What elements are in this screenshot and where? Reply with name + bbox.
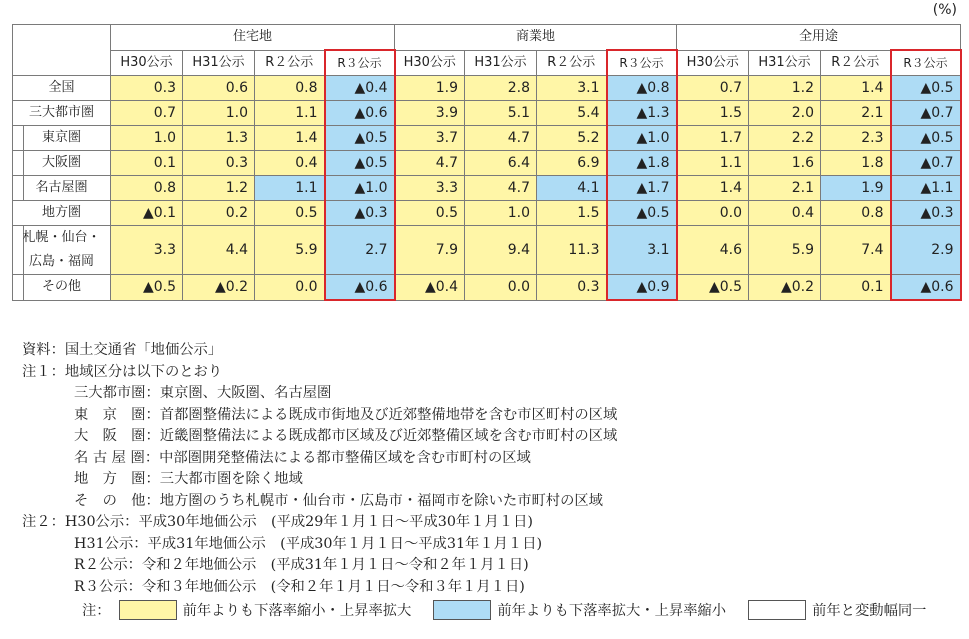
value-cell: 0.0 bbox=[255, 275, 325, 301]
value-cell: 0.4 bbox=[749, 201, 821, 226]
value-cell: 1.4 bbox=[677, 176, 749, 201]
value-cell: 1.1 bbox=[677, 151, 749, 176]
group-header-all: 全用途 bbox=[677, 25, 961, 51]
table-row bbox=[13, 201, 961, 226]
table-row bbox=[13, 126, 961, 151]
value-cell: 0.1 bbox=[821, 275, 891, 301]
value-cell: 3.7 bbox=[395, 126, 465, 151]
value-cell: ▲0.5 bbox=[677, 275, 749, 301]
value-cell: 1.4 bbox=[255, 126, 325, 151]
value-cell: 2.3 bbox=[821, 126, 891, 151]
value-cell: ▲0.4 bbox=[395, 275, 465, 301]
note-line: 地 方 圏：三大都市圏を除く地域 bbox=[74, 471, 303, 487]
value-cell: ▲1.7 bbox=[607, 176, 677, 201]
value-cell: 4.7 bbox=[465, 176, 537, 201]
value-cell: 0.0 bbox=[677, 201, 749, 226]
value-cell: 1.9 bbox=[821, 176, 891, 201]
value-cell: 1.9 bbox=[395, 76, 465, 101]
value-cell: 0.5 bbox=[255, 201, 325, 226]
table-row bbox=[13, 151, 961, 176]
value-cell: ▲0.5 bbox=[111, 275, 183, 301]
subheader-0-0: H30公示 bbox=[111, 50, 183, 76]
subheader-0-2: R２公示 bbox=[255, 50, 325, 76]
value-cell: 2.8 bbox=[465, 76, 537, 101]
corner-cell bbox=[13, 25, 111, 76]
subheader-0-1: H31公示 bbox=[183, 50, 255, 76]
value-cell: 1.6 bbox=[749, 151, 821, 176]
legend-swatch bbox=[433, 600, 491, 620]
value-cell: 1.1 bbox=[255, 101, 325, 126]
value-cell: ▲0.5 bbox=[325, 151, 395, 176]
value-cell: 11.3 bbox=[537, 226, 607, 275]
row-label: 地方圏 bbox=[13, 201, 111, 226]
note-line: 注２：H30公示：平成30年地価公示 (平成29年１月１日～平成30年１月１日) bbox=[22, 514, 533, 530]
value-cell: 1.8 bbox=[821, 151, 891, 176]
value-cell: 3.9 bbox=[395, 101, 465, 126]
value-cell: ▲0.6 bbox=[325, 101, 395, 126]
value-cell: ▲1.3 bbox=[607, 101, 677, 126]
value-cell: 3.1 bbox=[607, 226, 677, 275]
unit-label: (%) bbox=[932, 2, 957, 18]
value-cell: ▲0.8 bbox=[607, 76, 677, 101]
subheader-1-1: H31公示 bbox=[465, 50, 537, 76]
row-label: 三大都市圏 bbox=[13, 101, 111, 126]
value-cell: ▲0.7 bbox=[891, 101, 961, 126]
value-cell: 0.3 bbox=[111, 76, 183, 101]
note-line: 資料：国土交通省「地価公示」 bbox=[22, 342, 223, 358]
note-line: 三大都市圏：東京圏、大阪圏、名古屋圏 bbox=[74, 385, 332, 401]
value-cell: 1.0 bbox=[465, 201, 537, 226]
value-cell: 1.2 bbox=[183, 176, 255, 201]
legend-label: 前年よりも下落率拡大・上昇率縮小 bbox=[497, 603, 727, 619]
value-cell: ▲0.5 bbox=[607, 201, 677, 226]
value-cell: 0.8 bbox=[821, 201, 891, 226]
value-cell: ▲0.1 bbox=[111, 201, 183, 226]
value-cell: 1.2 bbox=[749, 76, 821, 101]
value-cell: 6.9 bbox=[537, 151, 607, 176]
value-cell: ▲0.2 bbox=[749, 275, 821, 301]
subheader-1-0: H30公示 bbox=[395, 50, 465, 76]
value-cell: 1.4 bbox=[821, 76, 891, 101]
value-cell: 0.7 bbox=[677, 76, 749, 101]
value-cell: 0.5 bbox=[395, 201, 465, 226]
value-cell: ▲0.3 bbox=[325, 201, 395, 226]
subheader-2-2: R２公示 bbox=[821, 50, 891, 76]
value-cell: ▲0.5 bbox=[891, 126, 961, 151]
value-cell: 1.1 bbox=[255, 176, 325, 201]
value-cell: 4.7 bbox=[395, 151, 465, 176]
value-cell: 1.0 bbox=[183, 101, 255, 126]
legend-label: 前年と変動幅同一 bbox=[812, 603, 927, 619]
row-label: 大阪圏 bbox=[13, 151, 111, 176]
note-line: R３公示：令和３年地価公示 (令和２年１月１日～令和３年１月１日) bbox=[74, 578, 525, 595]
value-cell: ▲0.5 bbox=[891, 76, 961, 101]
table-row bbox=[13, 226, 961, 275]
note-line: 名 古 屋 圏：中部圏開発整備法による都市整備区域を含む市町村の区域 bbox=[74, 449, 531, 466]
value-cell: 1.5 bbox=[537, 201, 607, 226]
legend-label: 前年よりも下落率縮小・上昇率拡大 bbox=[182, 603, 412, 619]
value-cell: 1.0 bbox=[111, 126, 183, 151]
value-cell: ▲0.6 bbox=[891, 275, 961, 301]
value-cell: 1.3 bbox=[183, 126, 255, 151]
value-cell: 0.2 bbox=[183, 201, 255, 226]
table-row bbox=[13, 76, 961, 101]
note-line: R２公示：令和２年地価公示 (平成31年１月１日～令和２年１月１日) bbox=[74, 557, 529, 573]
value-cell: 0.4 bbox=[255, 151, 325, 176]
subheader-1-2: R２公示 bbox=[537, 50, 607, 76]
value-cell: 0.7 bbox=[111, 101, 183, 126]
subheader-2-0: H30公示 bbox=[677, 50, 749, 76]
value-cell: 5.4 bbox=[537, 101, 607, 126]
note-line: H31公示：平成31年地価公示 (平成30年１月１日～平成31年１月１日) bbox=[74, 535, 543, 552]
row-label: 名古屋圏 bbox=[13, 176, 111, 201]
value-cell: ▲1.0 bbox=[325, 176, 395, 201]
table-row bbox=[13, 275, 961, 301]
value-cell: 4.6 bbox=[677, 226, 749, 275]
table-row bbox=[13, 101, 961, 126]
value-cell: 0.6 bbox=[183, 76, 255, 101]
value-cell: 1.5 bbox=[677, 101, 749, 126]
value-cell: 2.2 bbox=[749, 126, 821, 151]
subheader-1-3: R３公示 bbox=[607, 50, 677, 76]
value-cell: 5.2 bbox=[537, 126, 607, 151]
subheader-2-3: R３公示 bbox=[891, 50, 961, 76]
value-cell: 0.1 bbox=[111, 151, 183, 176]
value-cell: ▲1.1 bbox=[891, 176, 961, 201]
value-cell: 2.0 bbox=[749, 101, 821, 126]
value-cell: 0.0 bbox=[465, 275, 537, 301]
value-cell: 0.8 bbox=[255, 76, 325, 101]
subheader-0-3: R３公示 bbox=[325, 50, 395, 76]
group-header-commercial: 商業地 bbox=[395, 25, 677, 51]
land-price-table bbox=[12, 24, 962, 301]
value-cell: 5.1 bbox=[465, 101, 537, 126]
value-cell: 2.1 bbox=[821, 101, 891, 126]
note-line: 注１：地域区分は以下のとおり bbox=[22, 363, 223, 380]
value-cell: ▲0.5 bbox=[325, 126, 395, 151]
value-cell: 2.9 bbox=[891, 226, 961, 275]
legend-swatch bbox=[119, 600, 177, 620]
value-cell: 0.3 bbox=[183, 151, 255, 176]
value-cell: 3.3 bbox=[111, 226, 183, 275]
value-cell: 4.4 bbox=[183, 226, 255, 275]
value-cell: 5.9 bbox=[255, 226, 325, 275]
value-cell: ▲0.4 bbox=[325, 76, 395, 101]
value-cell: 0.8 bbox=[111, 176, 183, 201]
value-cell: ▲0.6 bbox=[325, 275, 395, 301]
table-row bbox=[13, 176, 961, 201]
legend-prefix: 注： bbox=[82, 603, 111, 619]
row-label: 札幌・仙台・ 広島・福岡 bbox=[13, 226, 111, 275]
value-cell: 9.4 bbox=[465, 226, 537, 275]
value-cell: 5.9 bbox=[749, 226, 821, 275]
value-cell: 1.7 bbox=[677, 126, 749, 151]
value-cell: 2.7 bbox=[325, 226, 395, 275]
note-line: 大 阪 圏：近畿圏整備法による既成都市区域及び近郊整備区域を含む市町村の区域 bbox=[74, 428, 618, 444]
value-cell: ▲1.0 bbox=[607, 126, 677, 151]
value-cell: ▲1.8 bbox=[607, 151, 677, 176]
row-label: その他 bbox=[13, 275, 111, 301]
group-header-residential: 住宅地 bbox=[111, 25, 395, 51]
value-cell: 2.1 bbox=[749, 176, 821, 201]
value-cell: 0.3 bbox=[537, 275, 607, 301]
legend bbox=[82, 600, 926, 620]
value-cell: 3.3 bbox=[395, 176, 465, 201]
value-cell: ▲0.7 bbox=[891, 151, 961, 176]
value-cell: 3.1 bbox=[537, 76, 607, 101]
subheader-2-1: H31公示 bbox=[749, 50, 821, 76]
value-cell: ▲0.3 bbox=[891, 201, 961, 226]
value-cell: ▲0.2 bbox=[183, 275, 255, 301]
value-cell: 4.1 bbox=[537, 176, 607, 201]
note-line: 東 京 圏：首都圏整備法による既成市街地及び近郊整備地帯を含む市区町村の区域 bbox=[74, 406, 618, 423]
notes bbox=[22, 340, 617, 598]
note-line: そ の 他：地方圏のうち札幌市・仙台市・広島市・福岡市を除いた市町村の区域 bbox=[74, 492, 603, 509]
legend-swatch bbox=[748, 600, 806, 620]
value-cell: 4.7 bbox=[465, 126, 537, 151]
row-label: 全国 bbox=[13, 76, 111, 101]
value-cell: 7.9 bbox=[395, 226, 465, 275]
value-cell: 6.4 bbox=[465, 151, 537, 176]
row-label: 東京圏 bbox=[13, 126, 111, 151]
value-cell: 7.4 bbox=[821, 226, 891, 275]
value-cell: ▲0.9 bbox=[607, 275, 677, 301]
